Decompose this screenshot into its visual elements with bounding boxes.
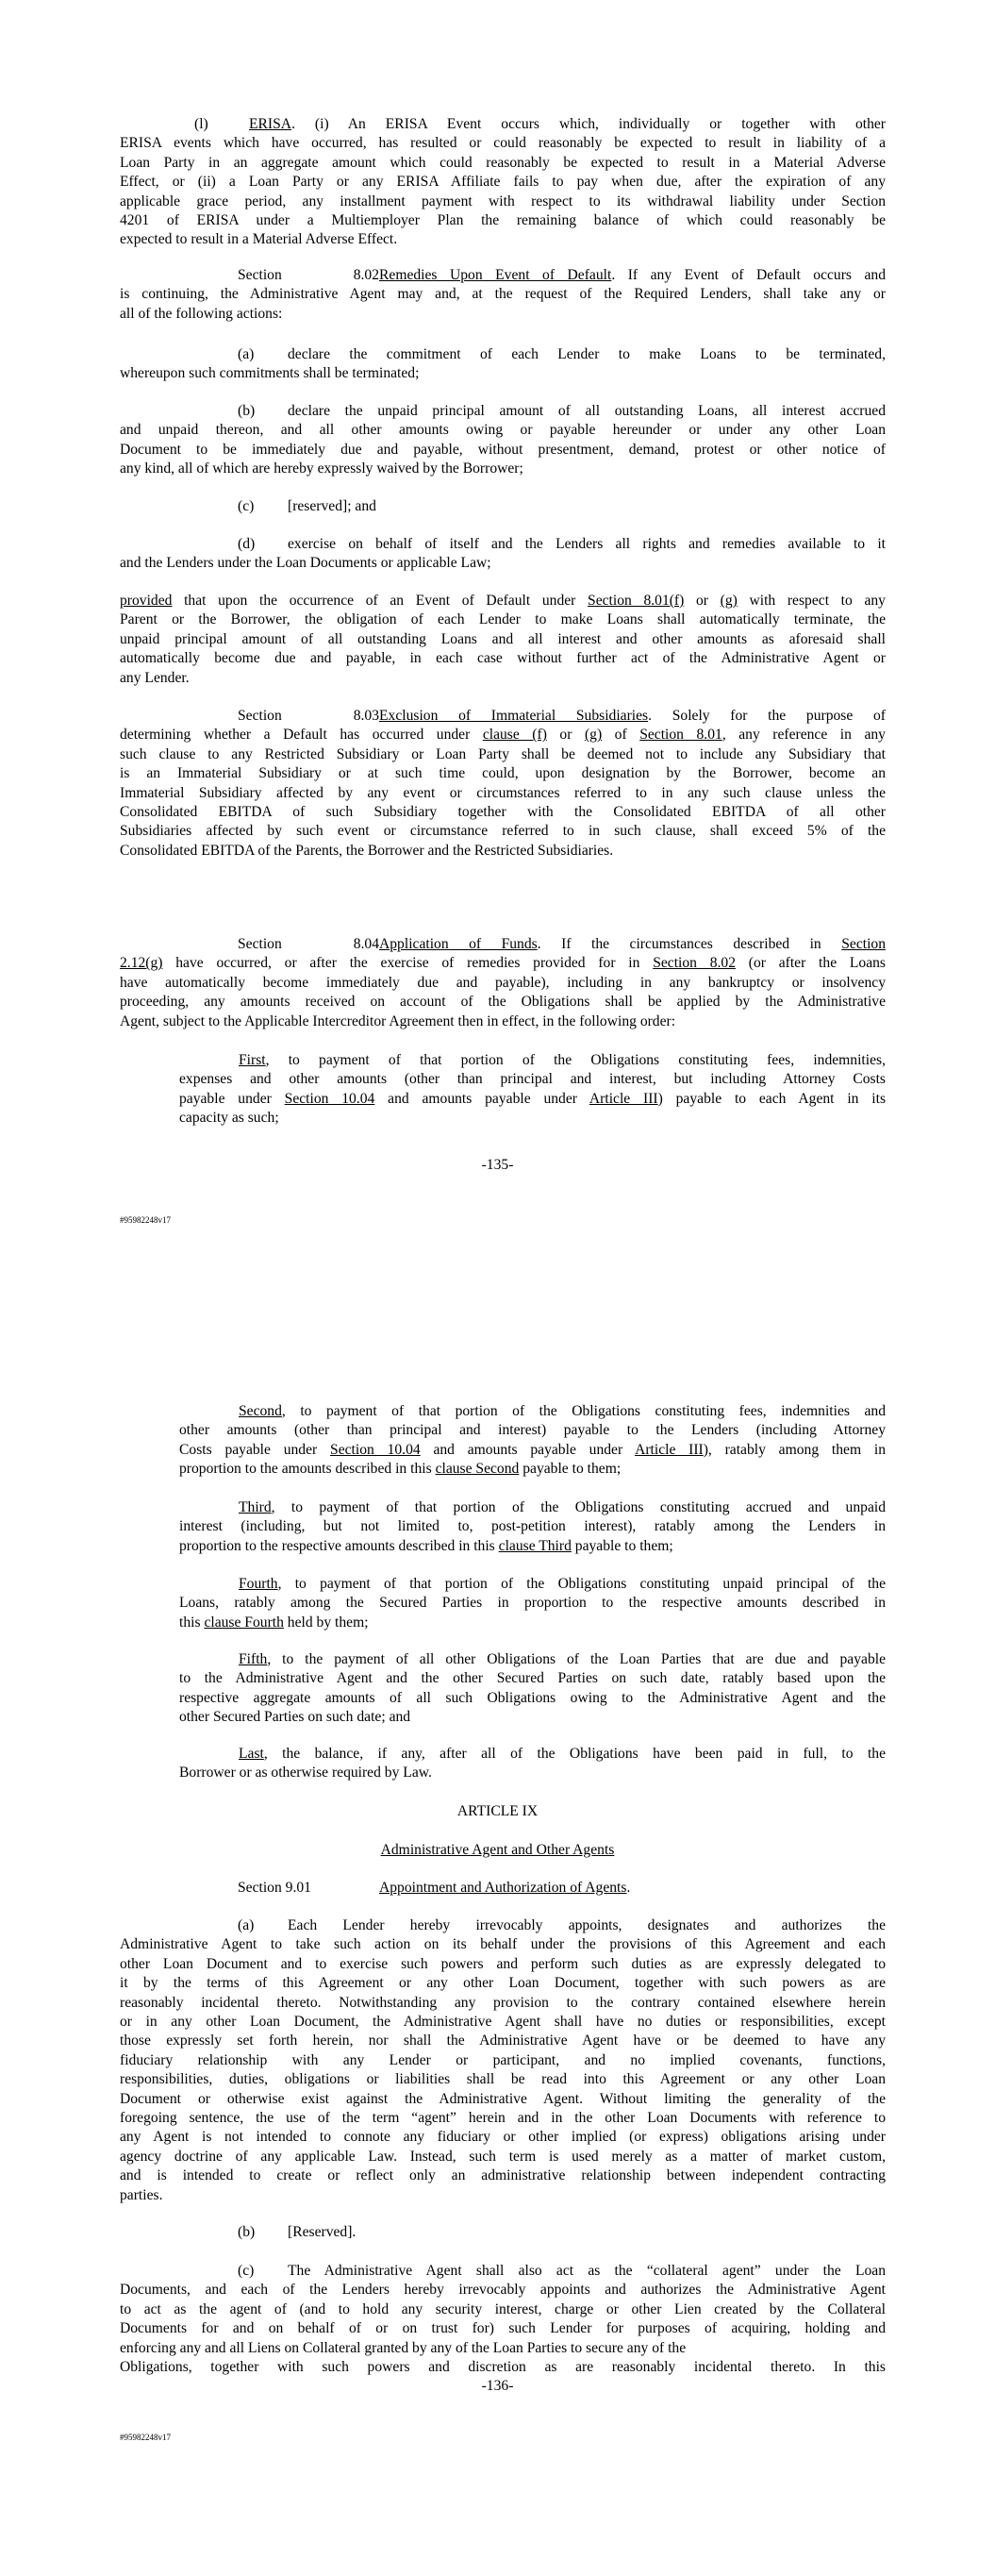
article-title: Administrative Agent and Other Agents (380, 1842, 615, 1858)
erisa-heading: ERISA (249, 116, 292, 132)
article-heading: ARTICLE IX (456, 1803, 539, 1819)
document-id: #95982248v17 (120, 1215, 171, 1225)
section-8-04-title: Application of Funds (379, 936, 538, 952)
clause-a-terminate-commitment: (a) declare the commitment of each Lender to make Loans to be terminated, whereupon such commitments shall be terminated; (120, 346, 886, 382)
section-8-02: Section 8.02Remedies Upon Event of Default. If any Event of Default occurs and is continuing, the Administrative Agent may and, at the request of the Required Lenders, shall take any or all of the following actions: (120, 267, 887, 322)
section-8-02-title: Remedies Upon Event of Default (379, 267, 612, 283)
page-number: -135- (481, 1157, 514, 1173)
second-priority: Second, to payment of that portion of the Obligations constituting fees, indemnities and other amounts (other than principal and interest) payable to the Lenders (including Attorney Costs payable under Section 10.04 and amounts payable under Article III), ratably among them in proportion to the amounts described in this clause Second payable to them; (179, 1403, 886, 1478)
clause-d-exercise-rights: (d) exercise on behalf of itself and the Lenders all rights and remedies available to it and the Lenders under the Loan Documents or applicable Law; (120, 536, 886, 572)
third-priority: Third, to payment of that portion of the Obligations constituting accrued and unpaid interest (including, but not limited to, post-petition interest), ratably among the Lenders in proportion to the respective amounts described in this clause Third payable to them; (179, 1499, 886, 1554)
clause-b-declare-due: (b) declare the unpaid principal amount of all outstanding Loans, all interest accrued and unpaid thereon, and all other amounts owing or payable hereunder or under any other Loan Document to be immediately due and payable, without presentment, demand, protest or other notice of any kind, all of which are hereby expressly waived by the Borrower; (120, 403, 886, 477)
section-9-01-clause-c: (c) The Administrative Agent shall also act as the “collateral agent” under the Loan Documents, and each of the Lenders hereby irrevocably appoints and authorizes the Administrative Agent to act as the agent of (and to hold any security interest, charge or other Lien created by the Collateral Documents for and on behalf of or on trust for) such Lender for purposes of acquiring, holding and enforcing any and all Liens on Collateral granted by any of the Loan Parties to secure any of the Obligations, together with such powers and discretion as are reasonably incidental thereto. In this (120, 2263, 886, 2376)
clause-c-reserved: (c) [reserved]; and (238, 498, 376, 514)
section-8-03-title: Exclusion of Immaterial Subsidiaries (379, 708, 649, 724)
section-8-03: Section 8.03Exclusion of Immaterial Subsidiaries. Solely for the purpose of determining whether a Default has occurred under clause (f) or (g) of Section 8.01, any reference in any such clause to any Restricted Subsidiary or Loan Party shall be deemed not to include any Subsidiary that is an Immaterial Subsidiary or at such time could, upon designation by the Borrower, become an Immaterial Subsidiary affected by any event or circumstances referred to in any such clause unless the Consolidated EBITDA of such Subsidiary together with the Consolidated EBITDA of all other Subsidiaries affected by such event or circumstance referred to in such clause, shall exceed 5% of the Consolidated EBITDA of the Parents, the Borrower and the Restricted Subsidiaries. (120, 708, 886, 859)
first-priority: First, to payment of that portion of the Obligations constituting fees, indemnities, expenses and other amounts (other than principal and interest, but including Attorney Costs payable under Section 10.04 and amounts payable under Article III) payable to each Agent in its capacity as such; (179, 1052, 887, 1127)
erisa-paragraph: (l) ERISA. (i) An ERISA Event occurs which, individually or together with other ERISA events which have occurred, has resulted or could reasonably be expected to result in liability of a Loan Party in an aggregate amount which could reasonably be expected to result in a Material Adverse Effect, or (ii) a Loan Party or any ERISA Affiliate fails to pay when due, after the expiration of any applicable grace period, any installment payment with respect to its withdrawal liability under Section 4201 of ERISA under a Multiemployer Plan the remaining balance of which could reasonably be expected to result in a Material Adverse Effect. (120, 116, 886, 248)
last-priority: Last, the balance, if any, after all of the Obligations have been paid in full, to the Borrower or as otherwise required by Law. (179, 1746, 886, 1781)
fifth-priority: Fifth, to the payment of all other Obligations of the Loan Parties that are due and payable to the Administrative Agent and the other Secured Parties on such date, ratably based upon the respective aggregate amounts of all such Obligations owing to the Administrative Agent and the other Secured Parties on such date; and (179, 1651, 886, 1726)
document-id-2: #95982248v17 (120, 2433, 171, 2442)
provided-paragraph: provided that upon the occurrence of an Event of Default under Section 8.01(f) or (g) with respect to any Parent or the Borrower, the obligation of each Lender to make Loans shall automatically terminate, the unpaid principal amount of all outstanding Loans and all interest and other amounts as aforesaid shall automatically become due and payable, in each case without further act of the Administrative Agent or any Lender. (120, 593, 886, 686)
fourth-priority: Fourth, to payment of that portion of the Obligations constituting unpaid principal of the Loans, ratably among the Secured Parties in proportion to the respective amounts described in this clause Fourth held by them; (179, 1576, 886, 1631)
section-9-01-heading: Section 9.01 Appointment and Authorization of Agents. (238, 1880, 631, 1896)
section-9-01-clause-a: (a) Each Lender hereby irrevocably appoints, designates and authorizes the Administrative Agent to take such action on its behalf under the provisions of this Agreement and each other Loan Document and to exercise such powers and perform such duties as are expressly delegated to it by the terms of this Agreement or any other Loan Document, together with such powers as are reasonably incidental thereto. Notwithstanding any provision to the contrary contained elsewhere herein or in any other Loan Document, the Administrative Agent shall have no duties or responsibilities, except those expressly set forth herein, nor shall the Administrative Agent have or be deemed to have any fiduciary relationship with any Lender or participant, and no implied covenants, functions, responsibilities, duties, obligations or liabilities shall be read into this Agreement or any other Loan Document or otherwise exist against the Administrative Agent. Without limiting the generality of the foregoing sentence, the use of the term “agent” herein and in the other Loan Documents with reference to any Agent is not intended to connote any fiduciary or other implied (or express) obligations arising under agency doctrine of any applicable Law. Instead, such term is used merely as a matter of market custom, and is intended to create or reflect only an administrative relationship between independent contracting parties. (120, 1917, 886, 2203)
page-number-2: -136- (481, 2378, 514, 2394)
section-8-04: Section 8.04Application of Funds. If the circumstances described in Section 2.12(g) have occurred, or after the exercise of remedies provided for in Section 8.02 (or after the Loans have automatically become immediately due and payable), including in any bankruptcy or insolvency proceeding, any amounts received on account of the Obligations shall be applied by the Administrative Agent, subject to the Applicable Intercreditor Agreement then in effect, in the following order: (120, 936, 886, 1029)
section-9-01-clause-b: (b) [Reserved]. (238, 2224, 357, 2240)
